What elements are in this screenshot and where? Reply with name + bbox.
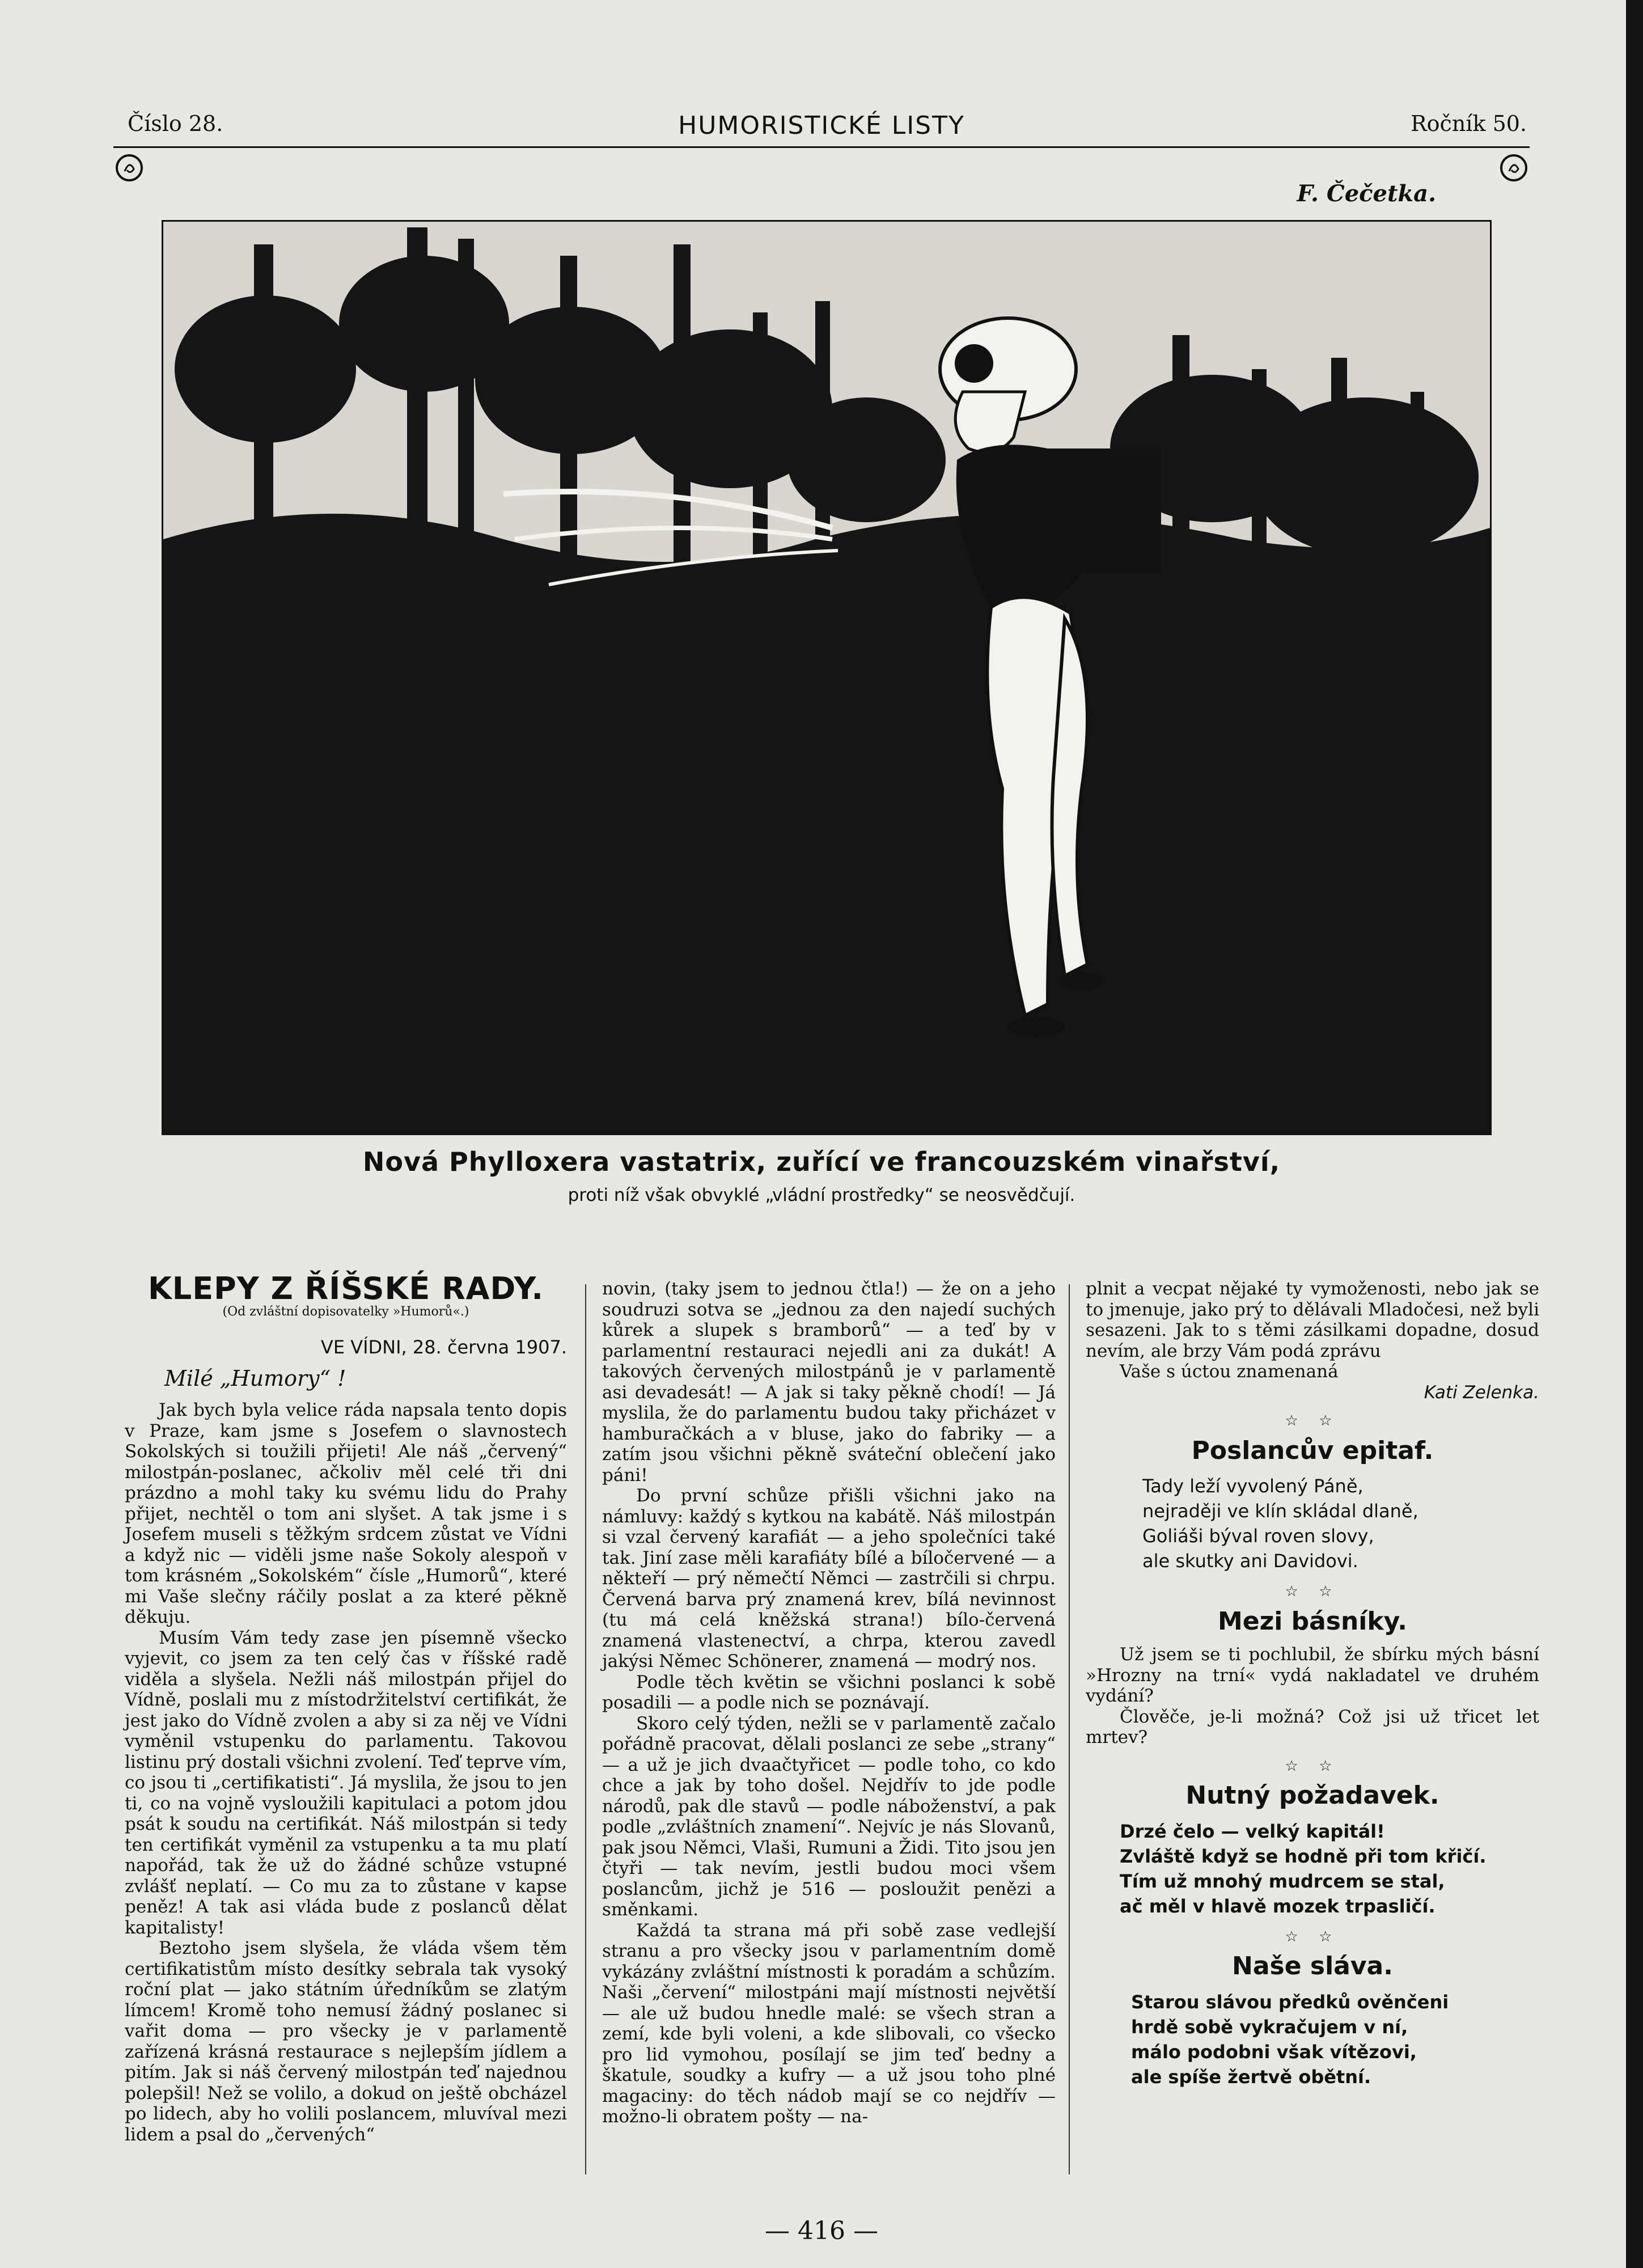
poem-line: Zvláště když se hodně při tom křičí.: [1120, 1845, 1487, 1867]
section-separator: ☆ ☆: [1285, 1583, 1340, 1600]
poem-title: Poslancův epitaf.: [1191, 1436, 1434, 1465]
article-dateline: VE VÍDNI, 28. června 1907.: [320, 1336, 567, 1358]
poem-line: Tím už mnohý mudrcem se stal,: [1120, 1870, 1445, 1892]
poem-line: hrdě sobě vykračujem v ní,: [1131, 2016, 1408, 2038]
poem-line: ač měl v hlavě mozek trpasličí.: [1120, 1895, 1435, 1917]
section-separator: ☆ ☆: [1285, 1757, 1340, 1775]
paragraph: Jak bych byla velice ráda napsala tento dopis v Praze, kam jsme s Josefem o slavnostech Sokolských si toužili přijeti! Ale náš „červený“ milostpán-poslanec, ačkoliv měl celé tři dni prázdno a mohl taky ku svému lidu do Prahy přijet, nechtěl o tom ani slyšet. A tak jsme i s Josefem museli s těžkým srdcem zůstat ve Vídni a když nic — viděli jsme naše Sokoly alespoň v tom krásném „Sokolském“ čísle „Humorů“, které mi Vaše slečny ráčily poslat a za které pěkně děkuju.: [125, 1400, 567, 1627]
poem: [1120, 1819, 1539, 1919]
poem: [1131, 1990, 1539, 2089]
poem-line: nejraději ve klín skládal dlaně,: [1142, 1500, 1418, 1522]
poem-title: Mezi básníky.: [1217, 1606, 1408, 1636]
article-column-3: [1086, 1279, 1539, 2089]
issue-number: Číslo 28.: [128, 111, 223, 136]
page-number: — 416 —: [765, 2216, 878, 2245]
ornament-icon: [1498, 152, 1530, 184]
paragraph: Beztoho jsem slyšela, že vláda všem těm certifikatistům místo desítky sebrala tak vysoký roční plat — jako státním úředníkům se zlatým límcem! Kromě toho nemusí žádný poslanec si vařit doma — pro všecky je v parlamentě zařízená krásná restaurace s nejlepším jídlem a pitím. Jak si náš červený milostpán teď najednou polepšil! Než se volilo, a dokud on ještě obcházel po lidech, aby ho volili poslancem, mluvíval mezi lidem a psal do „červených“: [125, 1938, 567, 2145]
article-subtitle: (Od zvláštní dopisovatelky »Humorů«.): [222, 1304, 469, 1319]
poem-line: Drzé čelo — velký kapitál!: [1120, 1820, 1385, 1842]
ornament-icon: [113, 152, 145, 184]
illustration-phylloxera: [162, 220, 1492, 1135]
illustration-caption: Nová Phylloxera vastatrix, zuřící ve francouzském vinařství,: [362, 1146, 1281, 1177]
column-rule: [585, 1284, 586, 2174]
poem-line: Goliáši býval roven slovy,: [1142, 1525, 1374, 1547]
author-signature: Kati Zelenka.: [1424, 1382, 1539, 1403]
illustration-subcaption: proti níž však obvyklé „vládní prostředky“ se neosvědčují.: [568, 1185, 1075, 1205]
article-title: KLEPY Z ŘÍŠSKÉ RADY.: [147, 1271, 544, 1306]
magazine-title: HUMORISTICKÉ LISTY: [678, 111, 965, 140]
poem-line: Tady leží vyvolený Páně,: [1142, 1475, 1363, 1497]
column-rule: [1069, 1284, 1070, 2174]
poem-line: Starou slávou předků ověnčeni: [1131, 1991, 1449, 2013]
paragraph: Každá ta strana má při sobě zase vedlejší stranu a pro všecky jsou v parlamentním domě vykázány zvláštní místnosti k poradám a schůzím. Naši „červení“ milostpáni mají místnosti největší — ale už budou hnedle malé: se všech stran a zemí, kde byli voleni, a kde slibovali, co všecko pro lid vymohou, posílají se jim teď bedny a škatule, soudky a kufry — a už jsou toho plné magaciny: do těch nádob mají se co nejdřív — možno-li obratem pošty — na-: [602, 1920, 1056, 2127]
anecdote: [1086, 1644, 1539, 1748]
article-column-1: [125, 1271, 567, 2145]
paragraph: Skoro celý týden, nežli se v parlamentě začalo pořádně pracovat, dělali poslanci ze sebe „strany“ — a už je jich dvaačtyřicet — podle toho, co kdo chce a jak by toho došel. Nejdřív to jde podle národů, pak dle stavů — podle náboženství, a pak podle „zvláštních znamení“. Nejvíc je nás Slovanů, pak jsou Němci, Vlaši, Rumuni a Židi. Tito jsou jen čtyři — tak nevím, jestli budou moci všem poslancům, jichž je 516 — posloužit penězi a směnkami.: [602, 1713, 1056, 1920]
poem-title: Naše sláva.: [1232, 1952, 1393, 1981]
paragraph: plnit a vecpat nějaké ty vymoženosti, nebo jak se to jmenuje, jako prý to dělávali Mladočesi, než byli sesazeni. Jak to s těmi zásilkami dopadne, dosud nevím, ale brzy Vám podá zprávu: [1086, 1279, 1539, 1361]
section-separator: ☆ ☆: [1285, 1412, 1340, 1429]
vineyard-drawing: [163, 222, 1490, 1133]
poem-line: málo podobni však vítězovi,: [1131, 2041, 1417, 2063]
poem-title: Nutný požadavek.: [1185, 1781, 1439, 1810]
artist-signature: F. Čečetka.: [1297, 180, 1436, 207]
poem: [1142, 1474, 1539, 1573]
article-column-2: [602, 1279, 1056, 2127]
paragraph: Člověče, je-li možná? Což jsi už třicet let mrtev?: [1086, 1706, 1539, 1747]
poem-line: ale skutky ani Davidovi.: [1142, 1550, 1358, 1572]
header-rule: [113, 146, 1530, 148]
closing-line: Vaše s úctou znamenaná: [1120, 1361, 1339, 1382]
section-separator: ☆ ☆: [1285, 1928, 1340, 1945]
paragraph: Podle těch květin se všichni poslanci k sobě posadili — a podle nich se poznávají.: [602, 1672, 1056, 1713]
paragraph: Musím Vám tedy zase jen písemně všecko vyjevit, co jsem za ten celý čas v říšské radě viděla a slyšela. Nežli náš milostpán přijel do Vídně, poslali mu z místodržitelství certifikát, že jest jako do Vídně zvolen a aby si za něj ve Vídni vyměnil vstupenku do parlamentu. Takovou listinu prý dostali všichni zvolení. Teď teprve vím, co jsou ti „certifikatisti“. Já myslila, že jsou to jen ti, co na vojně vysloužili kapitulaci a potom jdou psát k soudu na certifikát. Náš milostpán si tedy ten certifikát vyměnil za vstupenku a ta mu platí napořád, tak že už do žádné schůze vstupné zvlášť neplatí. — Co mu za to zůstane v kapse peněz! A tak asi vláda bude z poslanců dělat kapitalisty!: [125, 1627, 567, 1938]
volume-number: Ročník 50.: [1411, 111, 1527, 136]
poem-line: ale spíše žertvě obětní.: [1131, 2066, 1371, 2088]
paragraph: Do první schůze přišli všichni jako na námluvy: každý s kytkou na kabátě. Náš milostpán si vzal červený karafiát — a jeho společníci také tak. Jiní zase měli karafiáty bílé a bíločervené — a někteří — prý němečtí Němci — zastrčili si chrpu. Červená barva prý znamená krev, bílá nevinnost (tu má celá kněžská strana!) bílo-červená znamená vlastenectví, a chrpa, kterou zavedl jakýsi Němec Schönerer, znamená — modrý nos.: [602, 1486, 1056, 1672]
paragraph: novin, (taky jsem to jednou čtla!) — že on a jeho soudruzi sotva se „jednou za den najedí suchých kůrek a slupek s bramborů“ — a teď by v parlamentní restauraci nejedli ani za dukát! A takových červených milostpánů je v parlamentě asi devadesát! — A jak si taky pěkně chodí! — Já myslila, že do parlamentu budou taky přicházet v hamburačkách a v bluse, jako do fabriky — a zatím jsou všichni pěkně sváteční oblečení jako páni!: [602, 1279, 1056, 1486]
article-salutation: Milé „Humory“ !: [164, 1365, 346, 1391]
paragraph: Už jsem se ti pochlubil, že sbírku mých básní »Hrozny na trní« vydá nakladatel ve druhém vydání?: [1086, 1644, 1539, 1706]
